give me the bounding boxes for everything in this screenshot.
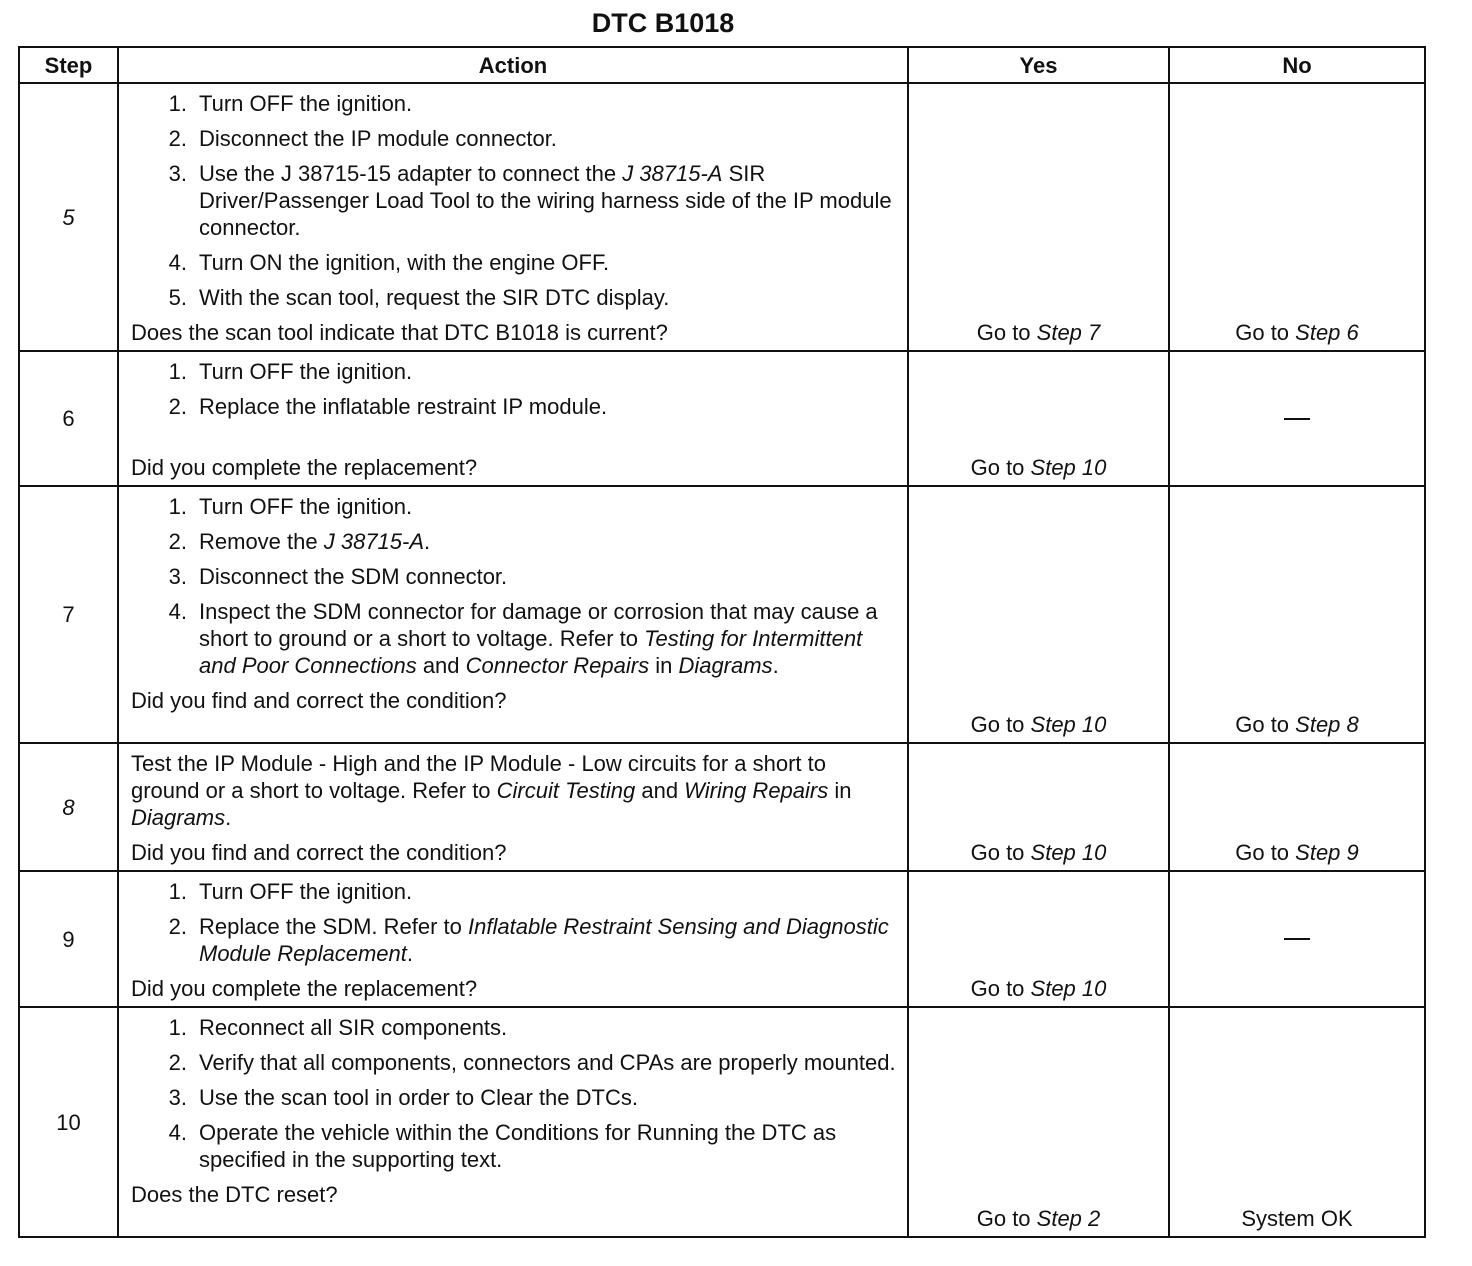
step-item-number: 3. bbox=[168, 564, 187, 589]
action-cell bbox=[118, 743, 908, 871]
text-segment: Turn OFF the ignition. bbox=[199, 879, 413, 904]
diagnostic-table bbox=[18, 46, 1426, 1238]
no-result bbox=[1169, 83, 1425, 351]
step-item-text bbox=[199, 913, 897, 967]
action-cell bbox=[118, 871, 908, 1007]
step-item-text bbox=[199, 125, 897, 152]
header-step: Step bbox=[19, 47, 118, 83]
step-item-number: 4. bbox=[168, 250, 187, 275]
step-item-number: 1. bbox=[168, 359, 187, 384]
action-cell bbox=[118, 351, 908, 486]
reference-link: Connector Repairs bbox=[465, 653, 650, 678]
step-item-text bbox=[199, 598, 897, 679]
step-item-text bbox=[199, 393, 897, 420]
step-item-number: 1. bbox=[168, 494, 187, 519]
action-steps-list bbox=[131, 493, 897, 679]
text-segment: Turn ON the ignition, with the engine OFF. bbox=[199, 250, 610, 275]
page-title: DTC B1018 bbox=[591, 8, 735, 38]
step-number: 6 bbox=[19, 351, 118, 486]
table-row bbox=[19, 743, 1425, 871]
step-item-text bbox=[199, 1119, 897, 1173]
text-segment: Remove the bbox=[199, 529, 324, 554]
step-item-text bbox=[199, 493, 897, 520]
action-paragraph bbox=[131, 750, 897, 831]
step-item-text bbox=[199, 90, 897, 117]
step-item-text bbox=[199, 1049, 897, 1076]
step-item-number: 2. bbox=[168, 529, 187, 554]
step-item-text bbox=[199, 878, 897, 905]
step-number: 9 bbox=[19, 871, 118, 1007]
goto-prefix: Go to bbox=[976, 1206, 1037, 1231]
text-segment: . bbox=[406, 941, 414, 966]
goto-prefix: Go to bbox=[1235, 840, 1296, 865]
action-steps-list bbox=[131, 90, 897, 311]
text-segment: Turn OFF the ignition. bbox=[199, 494, 413, 519]
reference-link: J 38715-A bbox=[323, 529, 425, 554]
text-segment: Replace the inflatable restraint IP module. bbox=[199, 394, 608, 419]
step-item-text bbox=[199, 249, 897, 276]
table-row bbox=[19, 871, 1425, 1007]
step-item-number: 4. bbox=[168, 1120, 187, 1145]
step-number: 5 bbox=[19, 83, 118, 351]
yes-result bbox=[908, 871, 1169, 1007]
header-no: No bbox=[1169, 47, 1425, 83]
action-cell bbox=[118, 486, 908, 743]
goto-step-link[interactable]: Step 10 bbox=[1030, 976, 1107, 1001]
action-steps-list bbox=[131, 358, 897, 420]
step-item-number: 1. bbox=[168, 1015, 187, 1040]
text-segment: Turn OFF the ignition. bbox=[199, 359, 413, 384]
action-question: Does the DTC reset? bbox=[131, 1182, 338, 1207]
goto-prefix: Go to bbox=[970, 455, 1031, 480]
yes-result bbox=[908, 83, 1169, 351]
text-segment: With the scan tool, request the SIR DTC display. bbox=[199, 285, 670, 310]
step-item-text bbox=[199, 528, 897, 555]
text-segment: in bbox=[649, 653, 679, 678]
goto-step-link[interactable]: Step 2 bbox=[1036, 1206, 1101, 1231]
text-segment: in bbox=[828, 778, 852, 803]
spacer bbox=[131, 428, 897, 454]
goto-prefix: Go to bbox=[1235, 712, 1296, 737]
table-row bbox=[19, 83, 1425, 351]
text-segment: Disconnect the IP module connector. bbox=[199, 126, 557, 151]
text-segment: . bbox=[772, 653, 779, 678]
table-row bbox=[19, 486, 1425, 743]
action-question: Did you find and correct the condition? bbox=[131, 840, 507, 865]
step-item-number: 1. bbox=[168, 91, 187, 116]
goto-step-link[interactable]: Step 7 bbox=[1036, 320, 1101, 345]
action-steps-list bbox=[131, 1014, 897, 1173]
step-item-number: 2. bbox=[168, 914, 187, 939]
step-item-number: 4. bbox=[168, 599, 187, 624]
action-step bbox=[131, 90, 897, 117]
text-segment: Verify that all components, connectors and CPAs are properly mounted. bbox=[199, 1050, 896, 1075]
action-step bbox=[131, 393, 897, 420]
goto-prefix: Go to bbox=[1235, 320, 1296, 345]
action-question: Did you find and correct the condition? bbox=[131, 688, 507, 713]
step-item-text bbox=[199, 160, 897, 241]
step-number: 10 bbox=[19, 1007, 118, 1237]
step-number: 8 bbox=[19, 743, 118, 871]
text-segment: . bbox=[424, 529, 431, 554]
text-segment: and bbox=[416, 653, 466, 678]
action-step bbox=[131, 493, 897, 520]
table-row bbox=[19, 1007, 1425, 1237]
goto-prefix: Go to bbox=[970, 840, 1031, 865]
yes-result bbox=[908, 743, 1169, 871]
text-segment: Turn OFF the ignition. bbox=[199, 91, 413, 116]
no-action-dash bbox=[1284, 418, 1310, 420]
table-row bbox=[19, 351, 1425, 486]
action-step bbox=[131, 358, 897, 385]
step-item-number: 1. bbox=[168, 879, 187, 904]
no-result bbox=[1169, 871, 1425, 1007]
step-item-text bbox=[199, 563, 897, 590]
step-number: 7 bbox=[19, 486, 118, 743]
step-item-number: 2. bbox=[168, 394, 187, 419]
result-text: System OK bbox=[1241, 1206, 1353, 1231]
step-item-text bbox=[199, 1014, 897, 1041]
step-item-text bbox=[199, 284, 897, 311]
text-segment: Replace the SDM. Refer to bbox=[199, 914, 469, 939]
reference-link: Wiring Repairs bbox=[684, 778, 829, 803]
text-segment: Test the IP Module - High and the IP Module - Low circuits for a short to ground or a short to voltage. Refer to bbox=[131, 751, 826, 803]
header-action: Action bbox=[118, 47, 908, 83]
goto-step-link[interactable]: Step 10 bbox=[1030, 455, 1107, 480]
no-result bbox=[1169, 351, 1425, 486]
action-step bbox=[131, 913, 897, 967]
text-segment: Inspect the SDM connector for damage or corrosion that may cause a short to ground or a short to voltage. Refer to bbox=[199, 599, 878, 651]
action-step bbox=[131, 563, 897, 590]
action-step bbox=[131, 598, 897, 679]
no-result bbox=[1169, 486, 1425, 743]
action-step bbox=[131, 878, 897, 905]
reference-link: Circuit Testing bbox=[496, 778, 636, 803]
yes-result bbox=[908, 486, 1169, 743]
action-step bbox=[131, 125, 897, 152]
action-question: Did you complete the replacement? bbox=[131, 976, 478, 1001]
text-segment: Use the J 38715-15 adapter to connect the bbox=[199, 161, 623, 186]
reference-link: J 38715-A bbox=[622, 161, 723, 186]
text-segment: Use the scan tool in order to Clear the DTCs. bbox=[199, 1085, 638, 1110]
goto-step-link[interactable]: Step 10 bbox=[1030, 840, 1107, 865]
goto-prefix: Go to bbox=[976, 320, 1037, 345]
action-step bbox=[131, 249, 897, 276]
step-item-number: 3. bbox=[168, 1085, 187, 1110]
yes-result bbox=[908, 1007, 1169, 1237]
step-item-text bbox=[199, 358, 897, 385]
goto-prefix: Go to bbox=[970, 976, 1031, 1001]
text-segment: Disconnect the SDM connector. bbox=[199, 564, 508, 589]
no-result bbox=[1169, 743, 1425, 871]
goto-step-link[interactable]: Step 8 bbox=[1295, 712, 1359, 737]
action-step bbox=[131, 1014, 897, 1041]
text-segment: Operate the vehicle within the Conditions for Running the DTC as specified in the supporting text. bbox=[199, 1120, 837, 1172]
action-step bbox=[131, 528, 897, 555]
reference-link: Testing for Intermittent and Poor Connections bbox=[199, 626, 863, 678]
goto-step-link[interactable]: Step 9 bbox=[1295, 840, 1359, 865]
step-item-number: 5. bbox=[168, 285, 187, 310]
step-item-number: 2. bbox=[168, 1050, 187, 1075]
reference-link: Diagrams bbox=[131, 805, 226, 830]
no-result bbox=[1169, 1007, 1425, 1237]
action-question: Does the scan tool indicate that DTC B1018 is current? bbox=[131, 320, 668, 345]
header-yes: Yes bbox=[908, 47, 1169, 83]
no-action-dash bbox=[1284, 938, 1310, 940]
action-step bbox=[131, 284, 897, 311]
action-step bbox=[131, 1084, 897, 1111]
action-cell bbox=[118, 83, 908, 351]
text-segment: SIR Driver/Passenger Load Tool to the wiring harness side of the IP module connector. bbox=[199, 161, 892, 240]
action-cell bbox=[118, 1007, 908, 1237]
action-step bbox=[131, 1049, 897, 1076]
reference-link: Diagrams bbox=[678, 653, 773, 678]
goto-prefix: Go to bbox=[970, 712, 1031, 737]
goto-step-link[interactable]: Step 6 bbox=[1295, 320, 1359, 345]
text-segment: Reconnect all SIR components. bbox=[199, 1015, 508, 1040]
yes-result bbox=[908, 351, 1169, 486]
action-step bbox=[131, 1119, 897, 1173]
table-header-row bbox=[19, 47, 1425, 83]
text-segment: . bbox=[225, 805, 232, 830]
action-step bbox=[131, 160, 897, 241]
action-question: Did you complete the replacement? bbox=[131, 455, 478, 480]
goto-step-link[interactable]: Step 10 bbox=[1030, 712, 1107, 737]
reference-link: Inflatable Restraint Sensing and Diagnostic Module Replacement bbox=[199, 914, 889, 966]
action-steps-list bbox=[131, 878, 897, 967]
step-item-number: 2. bbox=[168, 126, 187, 151]
text-segment: and bbox=[635, 778, 685, 803]
step-item-text bbox=[199, 1084, 897, 1111]
step-item-number: 3. bbox=[168, 161, 187, 186]
